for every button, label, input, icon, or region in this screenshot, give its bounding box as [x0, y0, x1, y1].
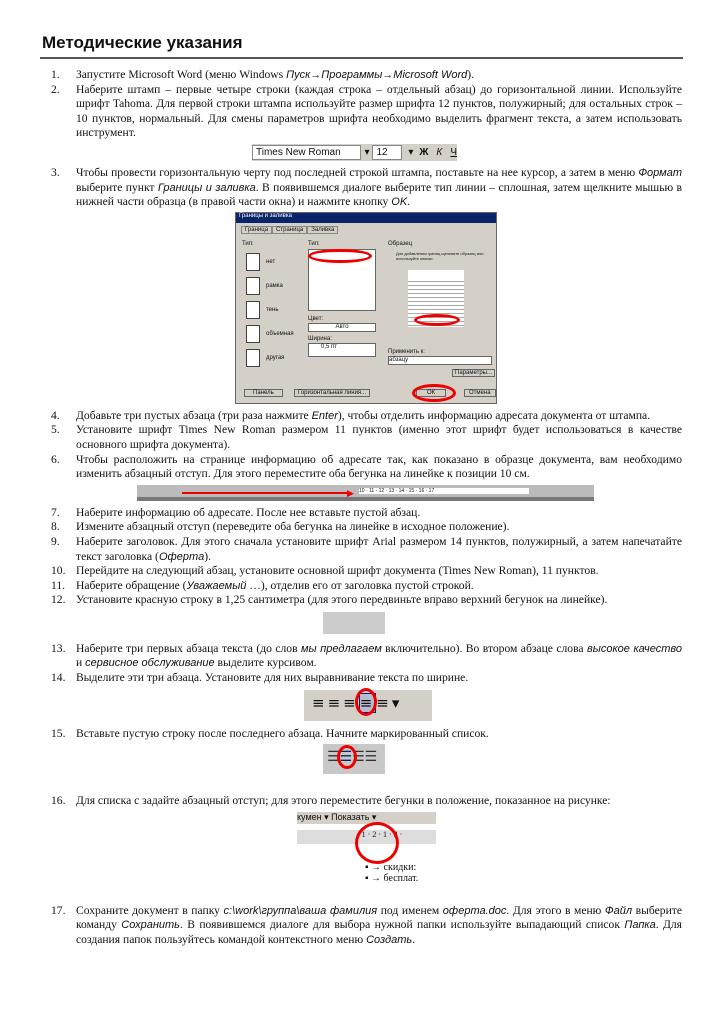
item-text: Сохраните документ в папку	[76, 903, 224, 917]
item-text: Для списка с задайте абзацный отступ; для этого переместите бегунки в положение, показанное на рисунке:	[76, 794, 611, 808]
item-text: . Для этого в меню	[506, 903, 605, 917]
item-text: . В появившемся диалоге для выбора нужной папки используйте выпадающий список	[179, 918, 625, 932]
item-text: Наберите три первых абзаца текста (до слов	[76, 641, 301, 655]
title-underline	[40, 57, 683, 59]
item-number: 11.	[51, 578, 66, 592]
color-label: Цвет:	[308, 315, 324, 322]
instruction-item	[0, 68, 724, 83]
horizontal-line-button: Горизонтальная линия...	[294, 389, 370, 397]
type-icon	[246, 349, 260, 367]
item-text: Выделите эти три абзаца. Установите для них выравнивание текста по ширине.	[76, 671, 469, 685]
item-text: ).	[467, 68, 475, 81]
ui-term: Уважаемый	[186, 579, 247, 592]
item-number: 6.	[51, 452, 60, 466]
item-number: 14.	[51, 671, 66, 685]
ui-term: Сохранить	[121, 919, 180, 932]
page-title: Методические указания	[42, 33, 243, 52]
item-text: . В появившемся диалоге выберите тип линии – сплошная, затем щелкните мышью в нижней части образца (в правой части окна) и нажмите кнопку	[76, 180, 682, 209]
instruction-item	[0, 83, 724, 141]
instruction-item	[0, 579, 724, 594]
item-text: ), чтобы отделить информацию адресата документа от штампа.	[337, 408, 651, 422]
type-icon	[246, 325, 260, 343]
item-text: и	[76, 656, 86, 670]
instruction-item	[0, 642, 724, 671]
instruction-item	[0, 794, 724, 809]
print-button: Панель	[244, 389, 283, 397]
item-text: …), отделив его от заголовка пустой строкой.	[246, 578, 474, 592]
ui-term: Пуск→Программы→Microsoft Word	[286, 69, 468, 81]
borders-dialog-image	[235, 212, 497, 404]
item-text: включительно). Во втором абзаце слова	[381, 641, 587, 655]
instruction-item	[0, 506, 724, 521]
instruction-item	[0, 520, 724, 535]
item-text: Вставьте пустую строку после последнего абзаца. Начните маркированный список.	[76, 726, 489, 740]
item-text: Наберите заголовок. Для этого сначала установите шрифт Arial размером 14 пунктов, полужирный, а затем напечатайте текст заголовка (	[76, 534, 682, 563]
instruction-item	[0, 671, 724, 686]
ui-term: Границы и заливка	[157, 181, 256, 194]
ruler-image: ▶ 10 · 11 · 12 · 13 · 14 · 15 · 16 · 17	[137, 485, 594, 501]
instruction-item	[0, 904, 724, 948]
ok-button: ОК	[416, 389, 446, 397]
bold-icon: Ж	[419, 146, 429, 158]
dialog-tab: Страница	[272, 226, 307, 234]
item-number: 2.	[51, 82, 60, 96]
instruction-item	[0, 409, 724, 424]
type-option: объемная	[266, 330, 294, 337]
item-text: Запустите Microsoft Word (меню Windows	[76, 68, 287, 81]
item-number: 13.	[51, 641, 66, 655]
dialog-tab: Заливка	[307, 226, 338, 234]
sample-label: Образец	[388, 240, 413, 247]
instruction-item	[0, 423, 724, 452]
item-text: Добавьте три пустых абзаца (три раза нажмите	[76, 408, 312, 422]
type-label: Тип:	[242, 240, 254, 247]
font-toolbar-image: Times New Roman ▾ 12 ▾ Ж К Ч	[252, 144, 457, 161]
item-text: Измените абзацный отступ (переведите оба бегунка на линейке в исходное положение).	[76, 520, 510, 534]
line-label: Тип:	[308, 240, 320, 247]
bullet-line: ▪ → бесплат.	[365, 872, 419, 884]
item-number: 8.	[51, 520, 60, 534]
cancel-button: Отмена	[464, 389, 496, 397]
instruction-item	[0, 727, 724, 742]
ui-term: Оферта	[158, 550, 205, 563]
dialog-title: Границы и заливка	[236, 213, 496, 223]
ui-term: Файл	[604, 904, 633, 917]
instruction-item	[0, 166, 724, 210]
item-number: 12.	[51, 593, 66, 607]
instruction-item	[0, 453, 724, 482]
apply-select: абзацу	[388, 356, 492, 365]
item-number: 16.	[51, 794, 66, 808]
type-icon	[246, 277, 260, 295]
type-option: тень	[266, 306, 279, 313]
type-option: нет	[266, 258, 276, 265]
ui-term: оферта.doc	[442, 904, 507, 917]
item-number: 7.	[51, 505, 60, 519]
type-option: рамка	[266, 282, 283, 289]
ruler-ticks: 10 · 11 · 12 · 13 · 14 · 15 · 16 · 17	[359, 488, 529, 494]
bullet-line: ▪ → скидки:	[365, 861, 417, 873]
item-number: 4.	[51, 408, 60, 422]
ui-term: Папка	[624, 919, 656, 932]
item-number: 3.	[51, 165, 60, 179]
font-size-box: 12	[372, 145, 402, 160]
ui-term: мы предлагаем	[301, 642, 382, 655]
type-icon	[246, 253, 260, 271]
width-label: Ширина:	[308, 335, 332, 342]
indent-ruler-image	[297, 812, 436, 894]
bullets-toolbar-image: ☰☰ ☰☰	[323, 744, 385, 774]
italic-icon: К	[436, 146, 443, 158]
item-text: Наберите штамп – первые четыре строки (каждая строка – отдельный абзац) до горизонтальной линии. Используйте шрифт Tahoma. Для первой строки штампа используйте размер шрифта 12 пунктов, полужирный; для остальных строк – 10 пунктов, нормальный. Для смены параметров шрифта необходимо выделить фрагмент текста, а затем использовать инструмент.	[76, 82, 682, 140]
first-line-indent-image	[323, 612, 385, 634]
ui-term: сервисное обслуживание	[85, 657, 215, 670]
instruction-item	[0, 593, 724, 608]
item-text: ).	[204, 549, 211, 563]
item-text: . Для создания папок пользуйтесь командой контекстного меню	[76, 918, 682, 947]
item-number: 10.	[51, 564, 66, 578]
item-text: Чтобы провести горизонтальную черту под последней строкой штампа, поставьте на нее курсор, а затем в меню	[76, 165, 639, 179]
item-text: Чтобы расположить на странице информацию об адресате так, как показано в образце документа, вам необходимо изменить абзацный отступ. Для этого переместите оба бегунка на линейке к позиции 10 см.	[76, 452, 682, 481]
arrow-icon	[182, 492, 347, 494]
item-text: Перейдите на следующий абзац, установите основной шрифт документа (Times New Roman), 11 пунктов.	[76, 564, 599, 578]
ui-term: c:\work\группа\ваша фамилия	[223, 904, 378, 917]
item-text: Установите шрифт Times New Roman размером 11 пунктов (именно этот шрифт будет использоваться в качестве основного шрифта документа).	[76, 423, 682, 451]
color-select: Авто	[308, 323, 376, 332]
indent-toolbar: кумен ▾ Показать ▾	[297, 812, 436, 824]
ui-term: Создать	[366, 934, 413, 947]
dialog-tabs	[241, 227, 338, 233]
instruction-item	[0, 564, 724, 579]
item-text: .	[412, 933, 416, 947]
item-text: выберите пункт	[76, 180, 158, 194]
apply-label: Применить к:	[388, 348, 425, 355]
item-number: 5.	[51, 423, 60, 437]
dialog-tab: Граница	[241, 226, 272, 234]
ui-term: высокое качество	[586, 642, 682, 655]
item-number: 9.	[51, 534, 60, 548]
item-text: Установите красную строку в 1,25 сантиметра (для этого передвиньте вправо верхний бегунок на линейке).	[76, 593, 608, 607]
item-text: выделите курсивом.	[214, 656, 317, 670]
indent-ruler: · 1 · 2 · 1 · 3 ·	[297, 830, 436, 844]
type-icon	[246, 301, 260, 319]
underline-icon: Ч	[450, 146, 457, 158]
ui-term: OK	[391, 196, 408, 209]
type-option: другая	[266, 354, 285, 361]
item-text: под именем	[377, 903, 443, 917]
item-number: 15.	[51, 726, 66, 740]
item-text: выберите команду	[76, 903, 683, 932]
font-name-box: Times New Roman	[252, 145, 361, 160]
align-toolbar-image: ≡≡≡≡ ≡▾	[304, 690, 432, 721]
options-button: Параметры...	[452, 369, 495, 377]
sample-hint: Для добавления границ щелкните образец или используйте кнопки	[396, 250, 484, 261]
item-text: Наберите информацию об адресате. После нее вставьте пустой абзац.	[76, 505, 421, 519]
item-text: .	[407, 195, 411, 209]
instruction-list	[0, 68, 724, 948]
ui-term: Формат	[638, 166, 682, 179]
instruction-item	[0, 535, 724, 564]
item-number: 1.	[51, 68, 60, 81]
width-select: 0,5 пт	[308, 343, 376, 357]
ui-term: Enter	[311, 409, 338, 422]
item-text: Наберите обращение (	[76, 578, 187, 592]
item-number: 17.	[51, 903, 66, 917]
